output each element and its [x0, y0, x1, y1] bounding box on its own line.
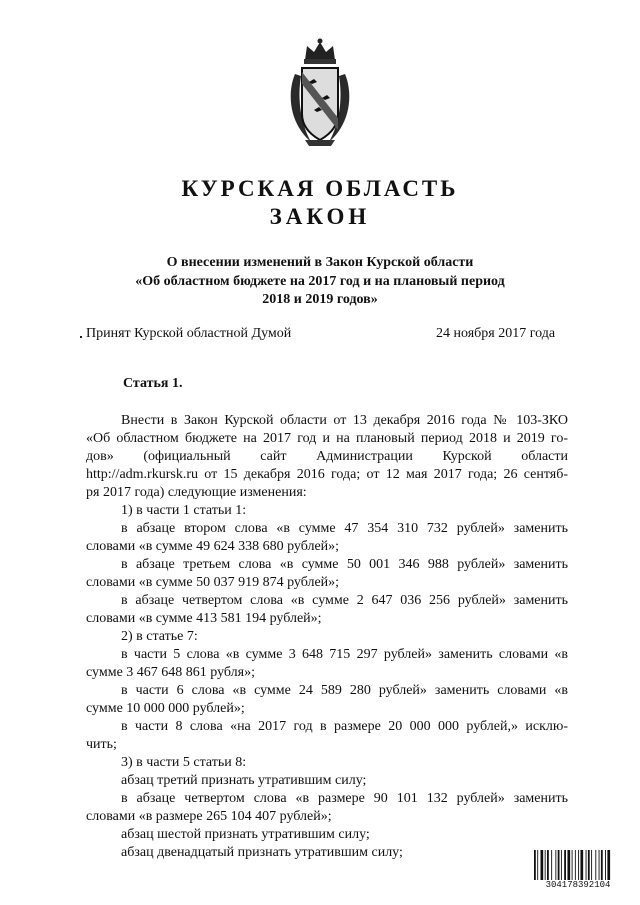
- body-line-16: в части 6 слова «в сумме 24 589 280 рублей» заменить словами «в: [121, 683, 568, 698]
- law-title-line-2: «Об областном бюджете на 2017 год и на плановый период: [135, 273, 505, 289]
- body-line-23: словами «в размере 265 104 407 рублей»;: [86, 809, 332, 824]
- body-line-09: в абзаце третьем слова «в сумме 50 001 346 988 рублей» заменить: [121, 557, 568, 572]
- document-type-heading: ЗАКОН: [269, 204, 371, 229]
- body-line-05: ря 2017 года) следующие изменения:: [86, 485, 307, 500]
- body-line-17: сумме 10 000 000 рублей»;: [86, 701, 245, 716]
- body-line-06: 1) в части 1 статьи 1:: [121, 503, 247, 518]
- body-line-08: словами «в сумме 49 624 338 680 рублей»;: [86, 539, 340, 554]
- body-line-02: «Об областном бюджете на 2017 год и на плановый период 2018 и 2019 го-: [86, 431, 568, 446]
- article-heading: Статья 1.: [123, 376, 183, 391]
- barcode-number: 304178392104: [533, 880, 623, 890]
- body-line-21: абзац третий признать утратившим силу;: [121, 773, 367, 788]
- body-line-25: абзац двенадцатый признать утратившим силу;: [121, 845, 403, 860]
- body-line-14: в части 5 слова «в сумме 3 648 715 297 рублей» заменить словами «в: [121, 647, 568, 662]
- body-line-18: в части 8 слова «на 2017 год в размере 20 000 000 рублей,» исклю-: [121, 719, 568, 734]
- body-line-13: 2) в статье 7:: [121, 629, 198, 644]
- body-line-19: чить;: [86, 737, 117, 752]
- body-line-07: в абзаце втором слова «в сумме 47 354 310 732 рублей» заменить: [121, 521, 568, 536]
- body-line-04: http://adm.rkursk.ru от 15 декабря 2016 года; от 12 мая 2017 года; 26 сентяб-: [86, 467, 568, 482]
- coat-of-arms-emblem: [287, 38, 353, 150]
- body-line-01: Внести в Закон Курской области от 13 декабря 2016 года № 103-ЗКО: [121, 413, 568, 428]
- law-title-line-3: 2018 и 2019 годов»: [262, 292, 378, 307]
- adoption-date: 24 ноября 2017 года: [436, 326, 556, 341]
- body-line-10: словами «в сумме 50 037 919 874 рублей»;: [86, 575, 340, 590]
- body-line-12: словами «в сумме 413 581 194 рублей»;: [86, 611, 322, 626]
- body-line-24: абзац шестой признать утратившим силу;: [121, 827, 370, 842]
- scan-speck: [80, 336, 82, 338]
- body-line-20: 3) в части 5 статьи 8:: [121, 755, 247, 770]
- law-title: [100, 254, 540, 310]
- body-line-11: в абзаце четвертом слова «в сумме 2 647 036 256 рублей» заменить: [121, 593, 568, 608]
- body-line-22: в абзаце четвертом слова «в размере 90 101 132 рублей» заменить: [121, 791, 568, 806]
- law-title-line-1: О внесении изменений в Закон Курской области: [166, 255, 474, 270]
- region-heading: КУРСКАЯ ОБЛАСТЬ: [181, 176, 459, 201]
- adopted-by-text: Принят Курской областной Думой: [86, 326, 292, 341]
- body-line-03: дов» (официальный сайт Администрации Курской области: [86, 449, 568, 464]
- body-line-15: сумме 3 467 648 861 рубля»;: [86, 665, 255, 680]
